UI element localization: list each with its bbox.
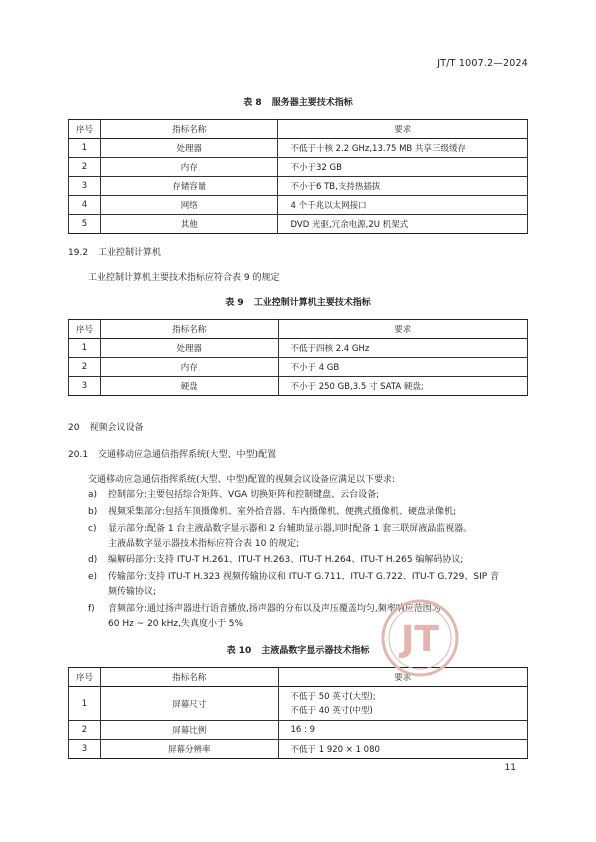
section-20-1-intro: 交通移动应急通信指挥系统(大型、中型)配置的视频会议设备应满足以下要求: [88, 475, 396, 485]
item-text: 60 Hz ~ 20 kHz,失真度小于 5% [108, 619, 244, 629]
row-no: 3 [69, 377, 101, 396]
list-item [88, 522, 528, 552]
table8-caption [0, 95, 596, 108]
table9-title: 工业控制计算机主要技术指标 [253, 298, 371, 308]
row-req: 4 个千兆以太网接口 [278, 196, 528, 215]
table8-header-name: 指标名称 [100, 120, 278, 139]
row-no: 2 [69, 158, 101, 177]
section-20-1-heading [68, 447, 276, 460]
row-req-line: 不低于 40 英寸(中型) [290, 705, 373, 716]
table-row [69, 139, 528, 158]
section-title: 工业控制计算机 [98, 248, 162, 258]
row-no: 4 [69, 196, 101, 215]
table9-number: 表 9 [225, 298, 244, 308]
row-name: 处理器 [100, 139, 278, 158]
section-title: 视频会议设备 [89, 423, 144, 433]
item-text: 传输部分:支持 ITU-T H.323 视频传输协议和 ITU-T G.711、ITU-T G.722、ITU-T G.729、SIP 音 [108, 572, 500, 582]
table8 [68, 119, 528, 234]
section-number: 20 [68, 423, 80, 433]
table9-header-req: 要求 [278, 320, 528, 339]
table8-title: 服务器主要技术指标 [271, 98, 353, 108]
table-row [69, 377, 528, 396]
table8-number: 表 8 [243, 98, 262, 108]
row-no: 1 [69, 687, 101, 721]
table9 [68, 319, 528, 396]
list-item [88, 505, 528, 520]
item-label: c) [88, 524, 97, 534]
table-row [69, 158, 528, 177]
section-19-2-text: 工业控制计算机主要技术指标应符合表 9 的规定 [88, 273, 280, 283]
row-req: 不低于十核 2.2 GHz,13.75 MB 共享三级缓存 [278, 139, 528, 158]
row-name: 其他 [100, 215, 278, 234]
table-row [69, 687, 528, 721]
item-label: d) [88, 555, 98, 565]
item-text: 编解码部分:支持 ITU-T H.261、ITU-T H.263、ITU-T H.264、ITU-T H.265 编解码协议; [108, 555, 464, 565]
table-row [69, 215, 528, 234]
table10-caption [0, 643, 596, 656]
row-no: 1 [69, 139, 101, 158]
row-no: 2 [69, 721, 101, 740]
row-name: 屏幕比例 [100, 721, 278, 740]
table10-title: 主液晶数字显示器技术指标 [261, 646, 370, 656]
section-19-2-heading [68, 245, 161, 258]
item-text: 主液晶数字显示器技术指标应符合表 10 的规定; [108, 539, 300, 549]
table-row [69, 177, 528, 196]
item-label: f) [88, 604, 95, 614]
table-row [69, 721, 528, 740]
list-item [88, 570, 528, 600]
row-name: 屏幕尺寸 [100, 687, 278, 721]
standard-code: JT/T 1007.2—2024 [437, 58, 528, 69]
row-req: 不低于四核 2.4 GHz [278, 339, 528, 358]
item-text: 频传输协议; [108, 587, 157, 597]
table-row [69, 740, 528, 759]
row-name: 网络 [100, 196, 278, 215]
table-row [69, 358, 528, 377]
table8-header-row [69, 120, 528, 139]
table8-header-req: 要求 [278, 120, 528, 139]
row-req-line: 不低于 50 英寸(大型); [290, 691, 376, 702]
row-no: 5 [69, 215, 101, 234]
table-row [69, 339, 528, 358]
row-name: 内存 [100, 158, 278, 177]
row-name: 内存 [100, 358, 278, 377]
item-text: 显示部分:配备 1 台主液晶数字显示器和 2 台辅助显示器,同时配备 1 套三联屏液晶监视器。 [108, 524, 473, 534]
stamp-text: JT [401, 619, 439, 660]
row-no: 3 [69, 177, 101, 196]
row-name: 屏幕分辨率 [100, 740, 278, 759]
list-item [88, 553, 528, 568]
row-req: 16 : 9 [278, 721, 527, 740]
row-no: 1 [69, 339, 101, 358]
table10-header-row [69, 668, 528, 687]
row-name: 存储容量 [100, 177, 278, 196]
table9-header-row [69, 320, 528, 339]
table-row [69, 196, 528, 215]
list-item [88, 602, 528, 632]
item-label: a) [88, 490, 98, 500]
section-20-heading [68, 420, 143, 433]
row-name: 硬盘 [100, 377, 278, 396]
list-item [88, 488, 528, 503]
item-label: e) [88, 572, 98, 582]
item-text: 视频采集部分:包括车顶摄像机、室外拾音器、车内摄像机、便携式摄像机、硬盘录像机; [108, 507, 457, 517]
row-name: 处理器 [100, 339, 278, 358]
table9-header-no: 序号 [69, 320, 101, 339]
row-req: 不低于 1 920 × 1 080 [278, 740, 527, 759]
item-label: b) [88, 507, 98, 517]
row-req: 不小于 4 GB [278, 358, 528, 377]
table9-header-name: 指标名称 [100, 320, 278, 339]
row-req: DVD 光驱,冗余电源,2U 机架式 [278, 215, 528, 234]
table9-caption [0, 295, 596, 308]
row-no: 3 [69, 740, 101, 759]
page-number: 11 [504, 763, 516, 773]
item-text: 音频部分:通过扬声器进行语音播放,扬声器的分布以及声压覆盖均匀,频率响应范围为 [108, 604, 441, 614]
row-req: 不小于32 GB [278, 158, 528, 177]
table8-header-no: 序号 [69, 120, 101, 139]
table10 [68, 667, 528, 759]
row-req [278, 687, 527, 721]
section-number: 20.1 [68, 450, 89, 460]
table10-header-req: 要求 [278, 668, 527, 687]
row-req: 不小于 250 GB,3.5 寸 SATA 硬盘; [278, 377, 528, 396]
table10-number: 表 10 [226, 646, 252, 656]
table10-header-name: 指标名称 [100, 668, 278, 687]
section-number: 19.2 [68, 248, 89, 258]
row-req: 不小于6 TB,支持热插拔 [278, 177, 528, 196]
table10-header-no: 序号 [69, 668, 101, 687]
item-text: 控制部分:主要包括综合矩阵、VGA 切换矩阵和控制键盘、云台设备; [108, 490, 380, 500]
section-title: 交通移动应急通信指挥系统(大型、中型)配置 [98, 450, 277, 460]
row-no: 2 [69, 358, 101, 377]
